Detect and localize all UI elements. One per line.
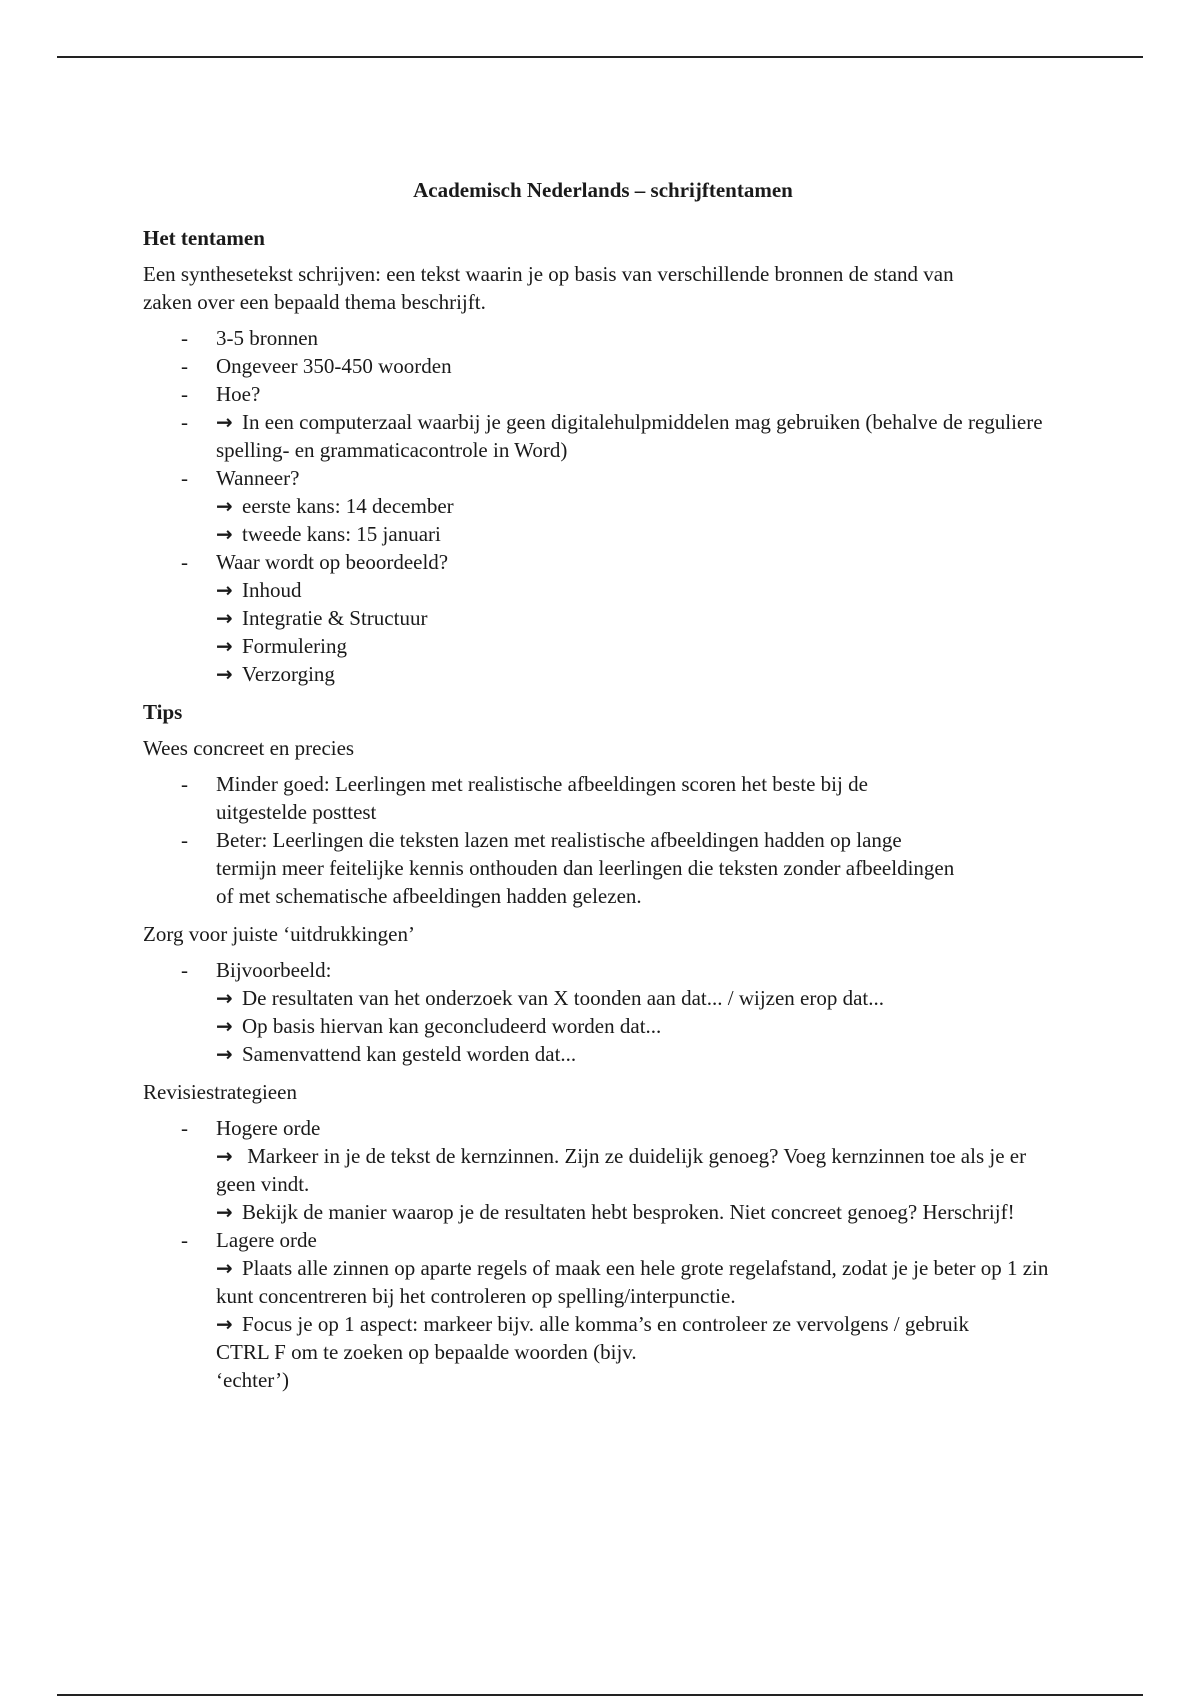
bullet-dash: -: [181, 1116, 188, 1140]
list-item: [143, 324, 1063, 352]
arrow-right-icon: →: [216, 578, 233, 602]
arrow-right-icon: →: [216, 494, 233, 518]
arrow-right-icon: →: [216, 1200, 233, 1224]
expression-1: De resultaten van het onderzoek van X toonden aan dat... / wijzen erop dat...: [242, 986, 885, 1010]
revision-higher-label: Hogere orde: [216, 1116, 321, 1140]
exam-list: [143, 324, 1063, 688]
bullet-dash: -: [181, 828, 188, 852]
sub-line: [216, 1012, 1063, 1040]
sub-line: [216, 520, 1063, 548]
bullet-dash: -: [181, 772, 188, 796]
sub-line: [216, 604, 1063, 632]
sub-line: [216, 660, 1063, 688]
arrow-right-icon: →: [216, 522, 233, 546]
bullet-dash: -: [181, 466, 188, 490]
exam-item-words: Ongeveer 350-450 woorden: [216, 354, 452, 378]
bullet-dash: -: [181, 382, 188, 406]
arrow-right-icon: →: [216, 662, 233, 686]
arrow-right-icon: →: [216, 410, 233, 434]
bullet-dash: -: [181, 958, 188, 982]
list-item: [143, 548, 1063, 688]
lower-order-tip-2: Focus je op 1 aspect: markeer bijv. alle komma’s en controleer ze vervolgens / gebruik CTRL F om te zoeken op bepaalde woorden (bijv.: [216, 1312, 969, 1364]
criterion-content: Inhoud: [242, 578, 302, 602]
revision-list: [143, 1114, 1063, 1394]
sub-line: [216, 1254, 1056, 1310]
list-item: [143, 408, 1063, 464]
exam-item-when: Wanneer?: [216, 466, 300, 490]
exam-intro: Een synthesetekst schrijven: een tekst waarin je op basis van verschillende bronnen de stand van zaken over een bepaald thema beschrijft.: [143, 262, 954, 314]
list-item: [143, 464, 1063, 548]
exam-item-sources: 3-5 bronnen: [216, 326, 319, 350]
tip-concrete-label: Wees concreet en precies: [143, 736, 355, 760]
exam-item-computer-room: In een computerzaal waarbij je geen digitalehulpmiddelen mag gebruiken (behalve de reguliere spelling- en grammaticacontrole in Word): [216, 410, 1043, 462]
higher-order-tip-2: Bekijk de manier waarop je de resultaten hebt besproken. Niet concreet genoeg? Herschrijf!: [242, 1200, 1015, 1224]
arrow-right-icon: →: [216, 1144, 233, 1168]
expressions-example-label: Bijvoorbeeld:: [216, 958, 332, 982]
arrow-right-icon: →: [216, 1256, 233, 1280]
criterion-integration: Integratie & Structuur: [242, 606, 428, 630]
list-item: [143, 956, 1063, 1068]
revision-lower-label: Lagere orde: [216, 1228, 317, 1252]
list-item: [143, 352, 1063, 380]
lower-order-tip-1: Plaats alle zinnen op aparte regels of maak een hele grote regelafstand, zodat je je beter op 1 zin kunt concentreren bij het controleren op spelling/interpunctie.: [216, 1256, 1049, 1308]
sub-line: [216, 1142, 1056, 1198]
example-worse: Minder goed: Leerlingen met realistische afbeeldingen scoren het beste bij de uitgestelde posttest: [216, 772, 868, 824]
arrow-right-icon: →: [216, 634, 233, 658]
bullet-dash: -: [181, 1228, 188, 1252]
bullet-dash: -: [181, 550, 188, 574]
criterion-care: Verzorging: [242, 662, 335, 686]
list-item: [143, 770, 956, 826]
arrow-right-icon: →: [216, 606, 233, 630]
arrow-right-icon: →: [216, 1312, 233, 1336]
sub-line: [216, 492, 1063, 520]
exam-item-criteria: Waar wordt op beoordeeld?: [216, 550, 449, 574]
list-item: [143, 380, 1063, 408]
arrow-right-icon: →: [216, 1014, 233, 1038]
sub-line: [216, 1040, 1063, 1068]
footer-rule: [57, 1694, 1143, 1696]
sub-line: [216, 632, 1063, 660]
second-chance: tweede kans: 15 januari: [242, 522, 441, 546]
sub-line: [216, 1198, 1056, 1226]
bullet-dash: -: [181, 410, 188, 434]
exam-item-how: Hoe?: [216, 382, 261, 406]
sub-line: [216, 984, 1063, 1012]
expression-3: Samenvattend kan gesteld worden dat...: [242, 1042, 577, 1066]
concrete-list: [143, 770, 1063, 910]
criterion-formulation: Formulering: [242, 634, 347, 658]
bullet-dash: -: [181, 354, 188, 378]
arrow-right-icon: →: [216, 986, 233, 1010]
lower-order-tip-2-end: ‘echter’): [216, 1368, 290, 1392]
expression-2: Op basis hiervan kan geconcludeerd worden dat...: [242, 1014, 662, 1038]
list-item: [143, 826, 956, 910]
list-item: [143, 1226, 1056, 1394]
section-heading-exam: Het tentamen: [143, 226, 265, 250]
higher-order-tip-1: Markeer in je de tekst de kernzinnen. Zijn ze duidelijk genoeg? Voeg kernzinnen toe als je er geen vindt.: [216, 1144, 1027, 1196]
bullet-dash: -: [181, 326, 188, 350]
tip-revision-label: Revisiestrategieen: [143, 1080, 297, 1104]
document-title: Academisch Nederlands – schrijftentamen: [413, 178, 793, 202]
list-item: [143, 1114, 1056, 1226]
header-rule: [57, 56, 1143, 58]
sub-line: [216, 576, 1063, 604]
arrow-right-icon: →: [216, 1042, 233, 1066]
first-chance: eerste kans: 14 december: [242, 494, 454, 518]
tip-expressions-label: Zorg voor juiste ‘uitdrukkingen’: [143, 922, 415, 946]
sub-line: [216, 1310, 1016, 1366]
expressions-list: [143, 956, 1063, 1068]
document-page: [143, 176, 1063, 1404]
example-better: Beter: Leerlingen die teksten lazen met realistische afbeeldingen hadden op lange termijn meer feitelijke kennis onthouden dan leerlingen die teksten zonder afbeeldingen of met schematische afbeeldingen hadden gelezen.: [216, 828, 955, 908]
section-heading-tips: Tips: [143, 700, 183, 724]
